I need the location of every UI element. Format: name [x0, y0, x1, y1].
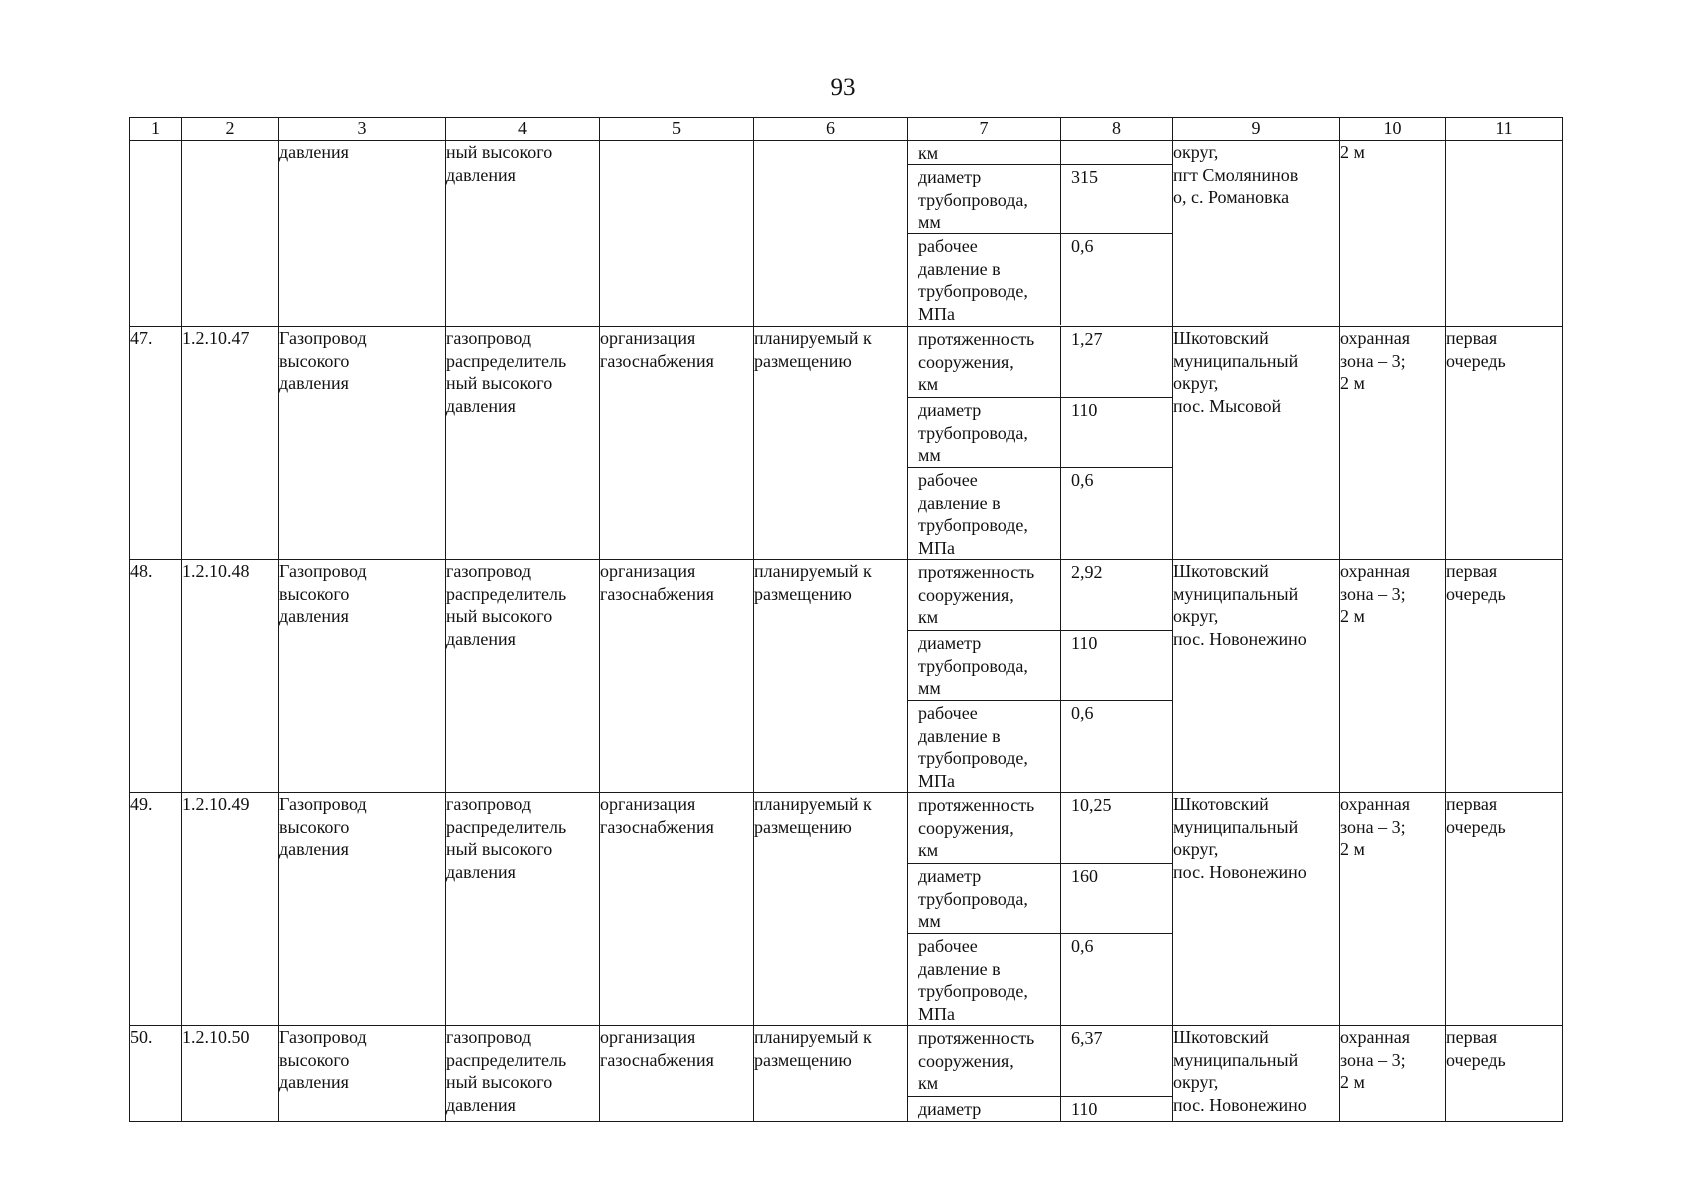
column-number: 7 [908, 118, 1061, 141]
parameter-name: рабочее давление в трубопроводе, МПа [908, 468, 1061, 559]
cell-purpose: организация газоснабжения [600, 1026, 754, 1122]
parameter-name: диаметр трубопровода, мм [908, 631, 1061, 700]
cell-code: 1.2.10.48 [182, 560, 279, 793]
cell-zone: 2 м [1340, 141, 1446, 327]
column-number: 6 [754, 118, 908, 141]
parameter-value: 110 [1071, 1099, 1098, 1119]
cell-purpose: организация газоснабжения [600, 560, 754, 793]
parameter-row [908, 234, 1172, 325]
cell-location: округ, пгт Смолянинов о, с. Романовка [1173, 141, 1340, 327]
parameter-name: протяженность сооружения, км [908, 1026, 1061, 1096]
cell-type: ный высокого давления [446, 141, 600, 327]
cell-stage: первая очередь [1446, 1026, 1563, 1122]
cell-zone: охранная зона – 3; 2 м [1340, 1026, 1446, 1122]
cell-name: Газопровод высокого давления [279, 1026, 446, 1122]
parameter-row [908, 141, 1172, 165]
table-row [130, 793, 1563, 1026]
cell-status: планируемый к размещению [754, 327, 908, 560]
parameter-name: диаметр трубопровода, мм [908, 165, 1061, 233]
cell-type: газопровод распределитель ный высокого давления [446, 1026, 600, 1122]
cell-zone: охранная зона – 3; 2 м [1340, 560, 1446, 793]
cell-code: 1.2.10.50 [182, 1026, 279, 1122]
parameter-value: 0,6 [1071, 470, 1094, 490]
parameter-value: 0,6 [1071, 703, 1094, 723]
parameter-row [908, 701, 1172, 792]
cell-location: Шкотовский муниципальный округ, пос. Мысовой [1173, 327, 1340, 560]
table-row-continuation [130, 141, 1563, 327]
parameter-name: диаметр [908, 1097, 1061, 1121]
cell-parameters [908, 560, 1173, 793]
cell-type: газопровод распределитель ный высокого давления [446, 560, 600, 793]
parameter-value [1061, 141, 1172, 164]
cell-type: газопровод распределитель ный высокого давления [446, 793, 600, 1026]
parameter-row [908, 864, 1172, 934]
cell-parameters [908, 327, 1173, 560]
column-number: 3 [279, 118, 446, 141]
cell-code: 1.2.10.47 [182, 327, 279, 560]
facilities-table [129, 117, 1563, 1122]
cell-name: Газопровод высокого давления [279, 327, 446, 560]
parameter-value: 2,92 [1071, 562, 1103, 582]
column-number: 5 [600, 118, 754, 141]
parameter-name: рабочее давление в трубопроводе, МПа [908, 934, 1061, 1025]
cell-stage [1446, 141, 1563, 327]
parameter-row [908, 398, 1172, 468]
parameter-row [908, 165, 1172, 234]
cell-purpose: организация газоснабжения [600, 327, 754, 560]
parameter-name: протяженность сооружения, км [908, 327, 1061, 397]
parameter-value: 315 [1071, 167, 1098, 187]
cell-status: планируемый к размещению [754, 793, 908, 1026]
cell-status: планируемый к размещению [754, 560, 908, 793]
table-row [130, 560, 1563, 793]
cell-parameters [908, 1026, 1173, 1122]
parameter-row [908, 1097, 1172, 1121]
parameter-value: 0,6 [1071, 936, 1094, 956]
column-number: 2 [182, 118, 279, 141]
column-number: 8 [1061, 118, 1173, 141]
column-number: 4 [446, 118, 600, 141]
cell-stage: первая очередь [1446, 327, 1563, 560]
cell-zone: охранная зона – 3; 2 м [1340, 793, 1446, 1026]
cell-location: Шкотовский муниципальный округ, пос. Новонежино [1173, 1026, 1340, 1122]
cell-type: газопровод распределитель ный высокого давления [446, 327, 600, 560]
cell-name: Газопровод высокого давления [279, 793, 446, 1026]
column-number: 11 [1446, 118, 1563, 141]
parameter-row [908, 560, 1172, 631]
parameter-name: протяженность сооружения, км [908, 793, 1061, 863]
cell-stage: первая очередь [1446, 793, 1563, 1026]
cell-number: 49. [130, 793, 182, 1026]
cell-parameters [908, 141, 1173, 327]
cell-purpose [600, 141, 754, 327]
parameter-value: 1,27 [1071, 329, 1103, 349]
table-row [130, 1026, 1563, 1122]
parameter-value: 0,6 [1071, 236, 1094, 256]
parameter-row [908, 793, 1172, 864]
column-number-row [130, 118, 1563, 141]
cell-purpose: организация газоснабжения [600, 793, 754, 1026]
parameter-row [908, 934, 1172, 1025]
parameter-name: диаметр трубопровода, мм [908, 864, 1061, 933]
cell-number: 50. [130, 1026, 182, 1122]
column-number: 9 [1173, 118, 1340, 141]
parameter-value: 110 [1071, 633, 1098, 653]
parameter-name: км [908, 141, 1061, 164]
cell-number [130, 141, 182, 327]
cell-stage: первая очередь [1446, 560, 1563, 793]
cell-name: Газопровод высокого давления [279, 560, 446, 793]
parameter-row [908, 327, 1172, 398]
parameter-row [908, 468, 1172, 559]
column-number: 10 [1340, 118, 1446, 141]
cell-number: 48. [130, 560, 182, 793]
cell-location: Шкотовский муниципальный округ, пос. Новонежино [1173, 560, 1340, 793]
cell-location: Шкотовский муниципальный округ, пос. Новонежино [1173, 793, 1340, 1026]
parameter-value: 110 [1071, 400, 1098, 420]
cell-status [754, 141, 908, 327]
parameter-name: рабочее давление в трубопроводе, МПа [908, 234, 1061, 325]
cell-code [182, 141, 279, 327]
parameter-value: 6,37 [1071, 1028, 1103, 1048]
column-number: 1 [130, 118, 182, 141]
parameter-row [908, 631, 1172, 701]
cell-name: давления [279, 141, 446, 327]
cell-parameters [908, 793, 1173, 1026]
parameter-name: протяженность сооружения, км [908, 560, 1061, 630]
cell-code: 1.2.10.49 [182, 793, 279, 1026]
parameter-value: 10,25 [1071, 795, 1112, 815]
parameter-name: рабочее давление в трубопроводе, МПа [908, 701, 1061, 792]
parameter-value: 160 [1071, 866, 1098, 886]
page-number: 93 [830, 74, 856, 101]
cell-status: планируемый к размещению [754, 1026, 908, 1122]
parameter-name: диаметр трубопровода, мм [908, 398, 1061, 467]
cell-number: 47. [130, 327, 182, 560]
parameter-row [908, 1026, 1172, 1097]
table-row [130, 327, 1563, 560]
cell-zone: охранная зона – 3; 2 м [1340, 327, 1446, 560]
